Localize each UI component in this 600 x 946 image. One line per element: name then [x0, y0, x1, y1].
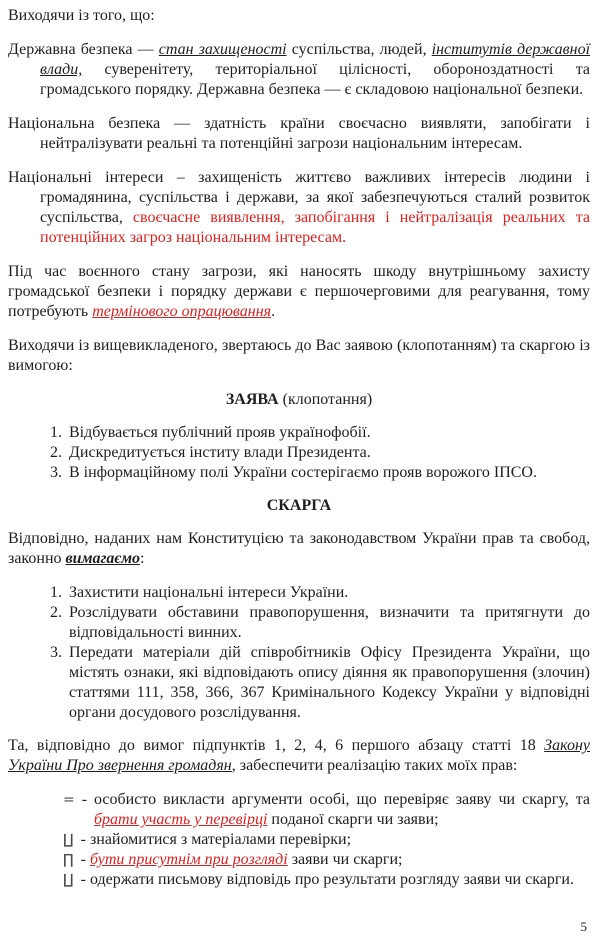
list-item	[66, 443, 590, 463]
text-run: -	[80, 851, 90, 868]
list-item	[66, 583, 590, 603]
text-run: Відбувається публічний прояв українофобії.	[69, 424, 371, 441]
text-run: Національна безпека — здатність країни своєчасно виявляти, запобігати і нейтралізувати реальні та потенційні загрози національним інтересам.	[8, 115, 590, 152]
page-number: 5	[580, 919, 587, 934]
text-run: ЗАЯВА	[225, 391, 279, 408]
text-run: поданої скарги чи заяви;	[267, 811, 439, 828]
paragraph	[8, 168, 590, 248]
broken-checkbox-glyph: =	[63, 792, 75, 808]
text-run: Під час воєнного стану загрози, які наносять шкоду внутрішньому захисту громадської безпеки і порядку держави є першочерговими для реагування, тому потребують	[8, 263, 590, 320]
text-run: Дискредитується інститу влади Президента.	[69, 444, 371, 461]
text-run: СКАРГА	[266, 497, 332, 514]
paragraph	[8, 40, 590, 100]
text-run: стан захищеності	[158, 41, 287, 58]
checklist-item	[8, 870, 590, 890]
numbered-list	[8, 423, 590, 483]
emphasized-red-text-run: своєчасне виявлення, запобігання і нейтралізація реальних та потенційних загроз національним інтересам.	[40, 209, 591, 246]
text-run: Виходячи із вищевикладеного, звертаюсь до Вас заявою (клопотанням) та скаргою із вимогою:	[8, 337, 590, 374]
text-run: Відповідно, наданих нам Конституцією та законодавством України прав та свобод, законно	[8, 530, 590, 567]
text-run: - знайомитися з матеріалами перевірки;	[80, 831, 352, 848]
text-run: - особисто викласти аргументи особі, що перевіряє заяву чи скаргу, та	[81, 791, 590, 808]
checklist-item	[8, 830, 590, 850]
broken-checkbox-glyph: ∐	[63, 832, 74, 848]
checklist-item	[8, 790, 590, 830]
paragraph	[8, 114, 590, 154]
text-run: вимагаємо	[65, 550, 141, 567]
text-run: заяви чи скарги;	[287, 851, 403, 868]
text-run: Та, відповідно до вимог підпунктів 1, 2, 4, 6 першого абзацу статті 18	[8, 737, 545, 754]
text-run: , забеспечити реалізацію таких моїх прав:	[231, 757, 518, 774]
paragraph	[8, 6, 590, 26]
broken-checkbox-glyph: ∏	[63, 852, 74, 868]
list-item	[66, 643, 590, 723]
paragraph	[8, 262, 590, 322]
text-run: .	[271, 303, 276, 320]
broken-checkbox-glyph: ∐	[63, 872, 74, 888]
list-item	[66, 463, 590, 483]
checklist-item	[8, 850, 590, 870]
text-run: суспільства, людей,	[286, 41, 432, 58]
text-run: Державна безпека —	[8, 41, 159, 58]
text-run: - одержати письмову відповідь про результати розгляду заяви чи скарги.	[80, 871, 574, 888]
emphasized-red-text-run: термінового опрацювання	[92, 303, 272, 320]
list-item	[66, 603, 590, 643]
text-run: Закону України Про звернення громадян	[8, 737, 590, 774]
section-heading	[8, 496, 590, 516]
text-run: :	[140, 550, 145, 567]
emphasized-red-text-run: бути присутнім при розгляді	[89, 851, 288, 868]
list-item	[66, 423, 590, 443]
paragraph	[8, 736, 590, 776]
rights-checklist	[8, 790, 590, 890]
text-run: (клопотання)	[278, 391, 373, 408]
text-run: інститутів державної влади,	[40, 41, 591, 78]
emphasized-red-text-run: брати участь у перевірці	[94, 811, 268, 828]
section-heading	[8, 390, 590, 410]
text-run: Розслідувати обставини правопорушення, визначити та притягнути до відповідальності винних.	[69, 604, 590, 641]
paragraph	[8, 529, 590, 569]
text-run: Національні інтереси – захищеність життєво важливих інтересів людини і громадянина, суспільства і держави, за якої забезпечуються сталий розвиток суспільства,	[8, 169, 590, 226]
text-run: Виходячи із того, що:	[8, 7, 155, 24]
text-run: В інформаційному полі України состерігаємо прояв ворожого ІПСО.	[69, 464, 537, 481]
paragraph	[8, 336, 590, 376]
text-run: Захистити національні інтереси України.	[69, 584, 349, 601]
text-run: суверенітету, територіальної цілісності, обороноздатності та громадського порядку. Державна безпека — є складовою національної безпеки.	[40, 61, 590, 98]
text-run: Передати матеріали дій співробітників Офісу Президента України, що містять ознаки, які відповідають опису діяння як правопорушення (злочин) статтями 111, 358, 366, 367 Кримінального Кодексу України у відповідні органи досудового розслідування.	[69, 644, 590, 721]
numbered-list	[8, 583, 590, 723]
